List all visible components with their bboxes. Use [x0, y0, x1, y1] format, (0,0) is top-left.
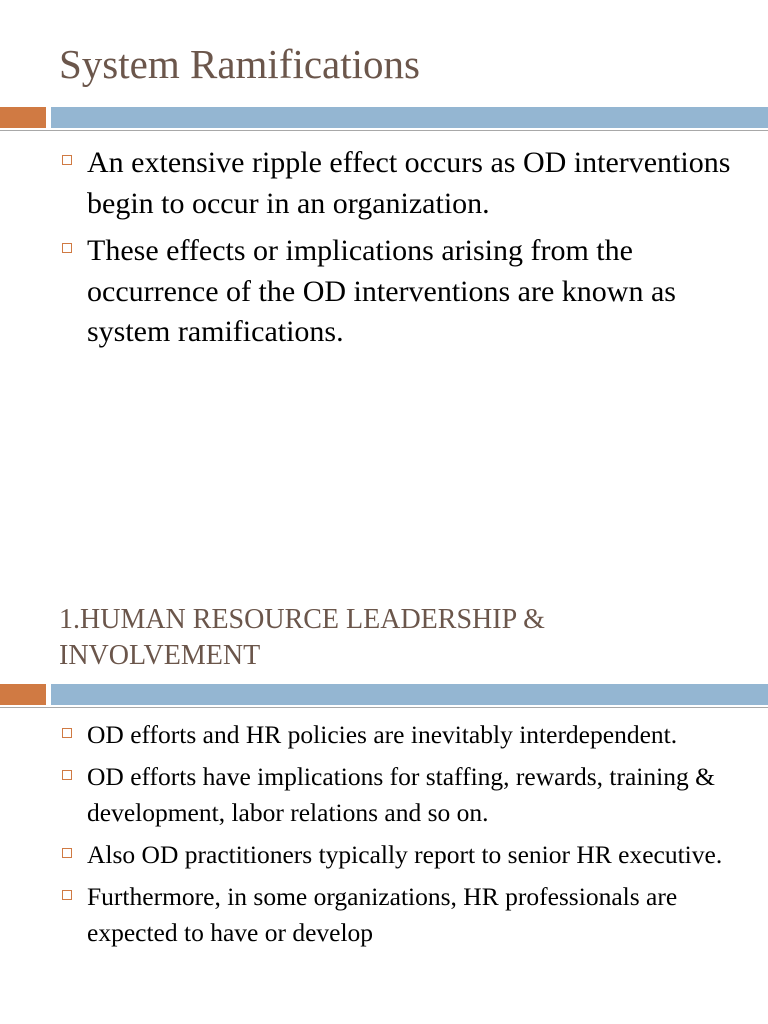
bullet-list — [60, 143, 738, 360]
hollow-square-icon — [62, 770, 72, 780]
bullet-text: Furthermore, in some organizations, HR professionals are expected to have or develop — [87, 882, 678, 947]
slide-title: System Ramifications — [59, 41, 420, 87]
hollow-square-icon — [62, 890, 72, 900]
bullet-text: OD efforts have implications for staffing, rewards, training & development, labor relations and so on. — [87, 762, 715, 827]
band-bar — [51, 107, 768, 128]
list-item — [60, 879, 738, 951]
bullet-text: Also OD practitioners typically report to senior HR executive. — [87, 840, 723, 869]
band-rule — [0, 130, 768, 131]
title-divider-band — [0, 103, 768, 131]
slide-title: 1.HUMAN RESOURCE LEADERSHIP & INVOLVEMENT — [59, 604, 545, 671]
band-bar — [51, 684, 768, 705]
slide-hr-leadership — [0, 512, 768, 1024]
hollow-square-icon — [62, 728, 72, 738]
bullet-text: These effects or implications arising from the occurrence of the OD interventions are known as system ramifications. — [87, 234, 676, 348]
bullet-text: OD efforts and HR policies are inevitably interdependent. — [87, 720, 678, 749]
band-accent-block — [0, 107, 46, 128]
list-item — [60, 231, 738, 353]
hollow-square-icon — [62, 243, 72, 253]
list-item — [60, 759, 738, 831]
list-item — [60, 143, 738, 224]
hollow-square-icon — [62, 848, 72, 858]
list-item — [60, 717, 738, 753]
bullet-list — [60, 717, 738, 957]
bullet-text: An extensive ripple effect occurs as OD interventions begin to occur in an organization. — [87, 146, 731, 220]
hollow-square-icon — [62, 155, 72, 165]
list-item — [60, 837, 738, 873]
band-accent-block — [0, 684, 46, 705]
band-rule — [0, 707, 768, 708]
title-divider-band — [0, 680, 768, 708]
